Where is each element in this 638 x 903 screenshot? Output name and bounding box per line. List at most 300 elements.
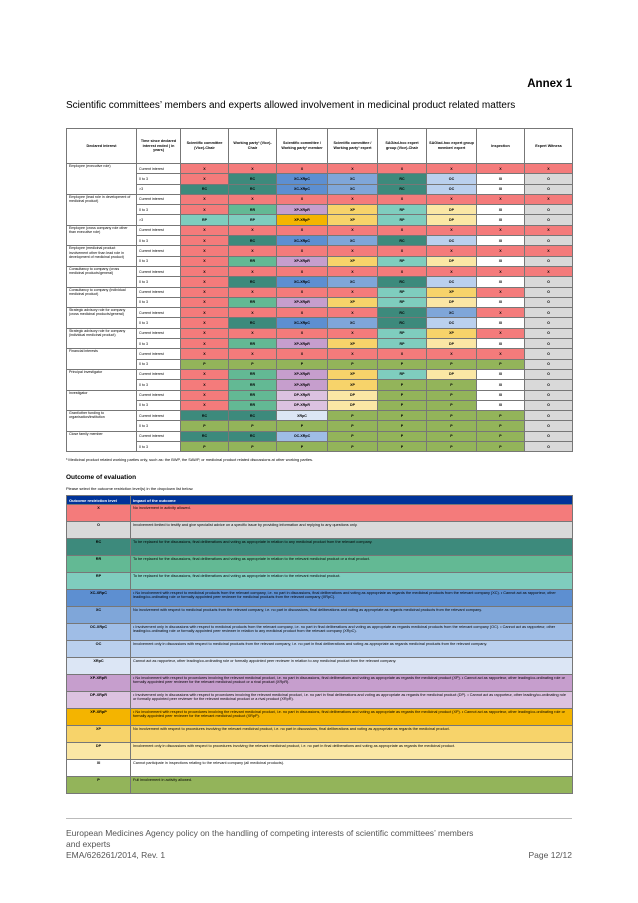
time-since-cell: Current interest bbox=[137, 266, 181, 276]
outcome-cell: XP-XRpR bbox=[277, 297, 328, 307]
outcome-cell: RR bbox=[229, 380, 277, 390]
outcome-cell: X bbox=[229, 308, 277, 318]
legend-description: To be replaced for the discussions, final deliberations and voting as appropriate in relation to the relevant medicinal product. bbox=[131, 573, 573, 590]
outcome-cell: RC bbox=[229, 174, 277, 184]
table-row bbox=[67, 328, 573, 338]
outcome-cell: XC-XRpC bbox=[277, 236, 328, 246]
outcome-cell: O bbox=[525, 318, 573, 328]
outcome-cell: X bbox=[181, 205, 229, 215]
outcome-cell: P bbox=[229, 421, 277, 431]
legend-code: XC bbox=[67, 607, 131, 624]
outcome-cell: XP bbox=[427, 328, 477, 338]
outcome-cell: XI bbox=[477, 400, 525, 410]
time-since-cell: 0 to 3 bbox=[137, 400, 181, 410]
outcome-cell: P bbox=[477, 411, 525, 421]
outcome-cell: X bbox=[477, 246, 525, 256]
outcome-cell: RR bbox=[229, 390, 277, 400]
outcome-cell: X bbox=[229, 225, 277, 235]
outcome-cell: DP-XRpR bbox=[277, 400, 328, 410]
outcome-cell: XC bbox=[328, 184, 378, 194]
outcome-cell: XC-XRpC bbox=[277, 174, 328, 184]
legend-header-row bbox=[67, 496, 573, 505]
outcome-cell: XC bbox=[328, 174, 378, 184]
outcome-cell: O bbox=[525, 349, 573, 359]
outcome-cell: X bbox=[277, 266, 328, 276]
outcome-cell: RP bbox=[378, 215, 427, 225]
time-since-cell: 0 to 3 bbox=[137, 256, 181, 266]
outcome-cell: X bbox=[277, 287, 328, 297]
column-header: Scientific committee (Vice)-Chair bbox=[181, 129, 229, 164]
outcome-cell: X bbox=[277, 349, 328, 359]
outcome-cell: RR bbox=[229, 339, 277, 349]
time-since-cell: 0 to 3 bbox=[137, 359, 181, 369]
column-header: Expert Witness bbox=[525, 129, 573, 164]
table-row bbox=[67, 277, 573, 287]
outcome-cell: P bbox=[328, 359, 378, 369]
legend-column-header: Impact of the outcome bbox=[131, 496, 573, 505]
outcome-cell: XC-XRpC bbox=[277, 277, 328, 287]
outcome-cell: X bbox=[328, 194, 378, 204]
legend-row bbox=[67, 624, 573, 641]
table-row bbox=[67, 266, 573, 276]
outcome-cell: X bbox=[229, 164, 277, 174]
outcome-cell: X bbox=[181, 256, 229, 266]
table-row bbox=[67, 369, 573, 379]
time-since-cell: 0 to 3 bbox=[137, 318, 181, 328]
table-row bbox=[67, 339, 573, 349]
outcome-cell: O bbox=[525, 256, 573, 266]
outcome-cell: X bbox=[277, 246, 328, 256]
legend-description: Full involvement in activity allowed. bbox=[131, 777, 573, 794]
table-row bbox=[67, 287, 573, 297]
outcome-cell: RC bbox=[229, 431, 277, 441]
outcome-cell: P bbox=[427, 400, 477, 410]
outcome-cell: X bbox=[229, 349, 277, 359]
interest-label: Close family member bbox=[67, 431, 137, 452]
outcome-cell: XI bbox=[477, 215, 525, 225]
outcome-cell: O bbox=[525, 400, 573, 410]
outcome-cell: P bbox=[427, 380, 477, 390]
outcome-cell: X bbox=[277, 308, 328, 318]
column-header: Scientific committee / Working party³ member bbox=[277, 129, 328, 164]
outcome-cell: O bbox=[525, 339, 573, 349]
outcome-cell: X bbox=[229, 266, 277, 276]
outcome-cell: X bbox=[181, 308, 229, 318]
outcome-cell: P bbox=[427, 359, 477, 369]
legend-row bbox=[67, 641, 573, 658]
outcome-cell: O bbox=[525, 297, 573, 307]
outcome-cell: XC bbox=[328, 318, 378, 328]
outcome-cell: X bbox=[181, 297, 229, 307]
outcome-cell: X bbox=[477, 164, 525, 174]
outcome-cell: RP bbox=[378, 287, 427, 297]
table-row bbox=[67, 225, 573, 235]
outcome-cell: X bbox=[328, 308, 378, 318]
outcome-cell: XP-XRpR bbox=[277, 339, 328, 349]
legend-row bbox=[67, 760, 573, 777]
time-since-cell: Current interest bbox=[137, 246, 181, 256]
table-row bbox=[67, 380, 573, 390]
table-row bbox=[67, 215, 573, 225]
outcome-cell: O bbox=[525, 277, 573, 287]
outcome-cell: X bbox=[328, 328, 378, 338]
legend-row bbox=[67, 726, 573, 743]
outcome-cell: X bbox=[477, 308, 525, 318]
outcome-cell: X bbox=[181, 390, 229, 400]
outcome-cell: X bbox=[181, 246, 229, 256]
legend-code: OC-XRpC bbox=[67, 624, 131, 641]
table-row bbox=[67, 390, 573, 400]
outcome-cell: P bbox=[477, 431, 525, 441]
outcome-cell: P bbox=[181, 442, 229, 452]
table-row bbox=[67, 246, 573, 256]
legend-code: OC bbox=[67, 641, 131, 658]
outcome-cell: OC bbox=[427, 236, 477, 246]
annex-heading: Annex 1 bbox=[527, 78, 572, 90]
outcome-cell: X bbox=[427, 164, 477, 174]
legend-description: No involvement in activity allowed. bbox=[131, 505, 573, 522]
outcome-cell: RP bbox=[378, 369, 427, 379]
outcome-cell: XP bbox=[427, 287, 477, 297]
time-since-cell: Current interest bbox=[137, 194, 181, 204]
legend-code: XP-XRpR bbox=[67, 675, 131, 692]
table-row bbox=[67, 318, 573, 328]
outcome-instruction: Please select the outcome restriction level(s) in the dropdown list below. bbox=[66, 486, 194, 491]
outcome-cell: X bbox=[477, 194, 525, 204]
legend-row bbox=[67, 573, 573, 590]
outcome-cell: X bbox=[181, 339, 229, 349]
outcome-cell: X bbox=[229, 194, 277, 204]
time-since-cell: >3 bbox=[137, 215, 181, 225]
outcome-cell: RC bbox=[181, 411, 229, 421]
outcome-cell: XC bbox=[427, 308, 477, 318]
interest-label: Investigator bbox=[67, 390, 137, 411]
legend-row bbox=[67, 505, 573, 522]
time-since-cell: Current interest bbox=[137, 411, 181, 421]
time-since-cell: Current interest bbox=[137, 328, 181, 338]
legend-description: Involvement only in discussions with respect to procedures involving the relevant medicinal product, i.e. no part in final deliberations and voting as appropriate as regards the medicinal product. bbox=[131, 743, 573, 760]
time-since-cell: 0 to 3 bbox=[137, 174, 181, 184]
outcome-cell: X bbox=[277, 225, 328, 235]
outcome-cell: OC bbox=[427, 184, 477, 194]
footnote: ³ Medicinal product related working parties only, such as: the BWP, the SAWP, or medicinal product related discussions at other working parties. bbox=[66, 457, 314, 462]
outcome-cell: O bbox=[525, 215, 573, 225]
outcome-cell: O bbox=[525, 380, 573, 390]
outcome-cell: RP bbox=[378, 339, 427, 349]
outcome-cell: P bbox=[378, 421, 427, 431]
outcome-cell: X bbox=[378, 164, 427, 174]
outcome-cell: RR bbox=[229, 256, 277, 266]
outcome-cell: X bbox=[181, 277, 229, 287]
outcome-cell: O bbox=[525, 328, 573, 338]
outcome-cell: X bbox=[427, 349, 477, 359]
outcome-cell: X bbox=[525, 225, 573, 235]
outcome-cell: XI bbox=[477, 369, 525, 379]
time-since-cell: Current interest bbox=[137, 287, 181, 297]
outcome-cell: XP-XRpR bbox=[277, 256, 328, 266]
outcome-cell: RR bbox=[229, 297, 277, 307]
table-row bbox=[67, 205, 573, 215]
table-row bbox=[67, 411, 573, 421]
outcome-cell: XI bbox=[477, 390, 525, 400]
outcome-cell: DP bbox=[427, 215, 477, 225]
outcome-cell: X bbox=[378, 225, 427, 235]
outcome-cell: X bbox=[181, 266, 229, 276]
outcome-cell: RR bbox=[229, 400, 277, 410]
outcome-cell: XP-XRpR bbox=[277, 369, 328, 379]
outcome-cell: XC bbox=[328, 236, 378, 246]
footer-divider bbox=[66, 818, 572, 819]
legend-code: RC bbox=[67, 539, 131, 556]
outcome-cell: X bbox=[427, 246, 477, 256]
time-since-cell: Current interest bbox=[137, 225, 181, 235]
outcome-cell: O bbox=[525, 442, 573, 452]
outcome-cell: DP bbox=[427, 369, 477, 379]
outcome-cell: RC bbox=[229, 411, 277, 421]
outcome-legend-table bbox=[66, 495, 573, 794]
outcome-cell: XI bbox=[477, 277, 525, 287]
outcome-cell: X bbox=[328, 266, 378, 276]
interest-label: Principal investigator bbox=[67, 369, 137, 390]
outcome-cell: RC bbox=[181, 431, 229, 441]
outcome-cell: X bbox=[181, 164, 229, 174]
interest-label: Consultancy to company (individual medicinal product) bbox=[67, 287, 137, 308]
legend-row bbox=[67, 709, 573, 726]
time-since-cell: 0 to 3 bbox=[137, 339, 181, 349]
outcome-cell: OC-XRpC bbox=[277, 431, 328, 441]
outcome-cell: XP bbox=[328, 369, 378, 379]
outcome-cell: O bbox=[525, 184, 573, 194]
outcome-cell: X bbox=[328, 164, 378, 174]
outcome-cell: P bbox=[427, 390, 477, 400]
outcome-cell: RP bbox=[378, 297, 427, 307]
outcome-cell: RC bbox=[229, 318, 277, 328]
outcome-cell: O bbox=[525, 390, 573, 400]
legend-description: No involvement with respect to procedures involving the relevant medicinal product, i.e. no part in discussions, final deliberations and voting as appropriate as regards the medicinal product. bbox=[131, 726, 573, 743]
legend-code: O bbox=[67, 522, 131, 539]
outcome-cell: DP bbox=[427, 205, 477, 215]
legend-code: DP bbox=[67, 743, 131, 760]
interest-label: Employee (medicinal product involvement other than lead role in development of medicinal product) bbox=[67, 246, 137, 267]
legend-row bbox=[67, 675, 573, 692]
legend-row bbox=[67, 658, 573, 675]
legend-description: No involvement with respect to medicinal products from the relevant company, i.e. no part in discussions, final deliberations and voting as appropriate as regards medicinal products from the relevant company. bbox=[131, 607, 573, 624]
outcome-cell: X bbox=[525, 194, 573, 204]
outcome-cell: O bbox=[525, 421, 573, 431]
outcome-cell: X bbox=[181, 174, 229, 184]
outcome-cell: RC bbox=[378, 308, 427, 318]
outcome-cell: X bbox=[229, 328, 277, 338]
time-since-cell: 0 to 3 bbox=[137, 236, 181, 246]
outcome-cell: OC bbox=[427, 277, 477, 287]
outcome-cell: XC bbox=[328, 277, 378, 287]
outcome-cell: P bbox=[229, 442, 277, 452]
outcome-cell: RR bbox=[229, 369, 277, 379]
legend-description: To be replaced for the discussions, final deliberations and voting as appropriate in relation to the relevant medicinal product or a rival product. bbox=[131, 556, 573, 573]
outcome-cell: XI bbox=[477, 184, 525, 194]
outcome-cell: X bbox=[277, 164, 328, 174]
outcome-cell: OC bbox=[427, 318, 477, 328]
outcome-cell: P bbox=[378, 359, 427, 369]
outcome-cell: P bbox=[427, 421, 477, 431]
outcome-cell: P bbox=[378, 431, 427, 441]
time-since-cell: Current interest bbox=[137, 390, 181, 400]
legend-description: Involvement only in discussions with respect to medicinal products from the relevant company, i.e. no part in final deliberations and voting as appropriate as regards medicinal products from the relevant company. bbox=[131, 641, 573, 658]
outcome-cell: DP bbox=[328, 400, 378, 410]
outcome-cell: P bbox=[277, 359, 328, 369]
legend-description: Cannot participate in inspections relating to the relevant company (all medicinal products). bbox=[131, 760, 573, 777]
outcome-cell: X bbox=[427, 194, 477, 204]
legend-code: DP-XRpR bbox=[67, 692, 131, 709]
time-since-cell: 0 to 3 bbox=[137, 277, 181, 287]
time-since-cell: 0 to 3 bbox=[137, 421, 181, 431]
outcome-cell: XP-XRpP bbox=[277, 215, 328, 225]
outcome-cell: O bbox=[525, 287, 573, 297]
table-row bbox=[67, 256, 573, 266]
outcome-cell: XC-XRpC bbox=[277, 318, 328, 328]
outcome-cell: P bbox=[378, 411, 427, 421]
outcome-cell: XI bbox=[477, 236, 525, 246]
legend-code: RP bbox=[67, 573, 131, 590]
outcome-cell: XP bbox=[328, 297, 378, 307]
column-header: Declared interest bbox=[67, 129, 137, 164]
outcome-cell: X bbox=[525, 266, 573, 276]
outcome-cell: OC bbox=[427, 174, 477, 184]
time-since-cell: Current interest bbox=[137, 349, 181, 359]
outcome-cell: RP bbox=[378, 256, 427, 266]
table-row bbox=[67, 442, 573, 452]
column-header: Working party³ (Vice)-Chair bbox=[229, 129, 277, 164]
outcome-cell: RP bbox=[378, 328, 427, 338]
outcome-cell: X bbox=[477, 349, 525, 359]
outcome-cell: RR bbox=[229, 205, 277, 215]
table-row bbox=[67, 297, 573, 307]
outcome-cell: XP bbox=[328, 215, 378, 225]
outcome-cell: X bbox=[181, 287, 229, 297]
table-row bbox=[67, 349, 573, 359]
outcome-cell: RP bbox=[378, 205, 427, 215]
interest-label: Strategic advisory role for company (individual medicinal product) bbox=[67, 328, 137, 349]
outcome-cell: RC bbox=[378, 184, 427, 194]
table-header-row bbox=[67, 129, 573, 164]
interest-label: Grant/other funding to organisation/institution bbox=[67, 411, 137, 432]
outcome-cell: X bbox=[427, 266, 477, 276]
legend-description: • No involvement with respect to procedures involving the relevant medicinal product, i.e. no part in discussions, final deliberations and voting as appropriate as regards the medicinal product (XP). • Cannot act as rapporteur, other leading/co-ordinating role or formally appointed peer reviewer for the relevant medicinal product (XRpP). bbox=[131, 709, 573, 726]
legend-row bbox=[67, 607, 573, 624]
outcome-cell: X bbox=[427, 225, 477, 235]
outcome-cell: X bbox=[181, 225, 229, 235]
outcome-cell: XI bbox=[477, 205, 525, 215]
time-since-cell: 0 to 3 bbox=[137, 205, 181, 215]
legend-code: X bbox=[67, 505, 131, 522]
outcome-cell: O bbox=[525, 411, 573, 421]
table-row bbox=[67, 421, 573, 431]
outcome-cell: P bbox=[328, 411, 378, 421]
outcome-cell: XP bbox=[328, 380, 378, 390]
outcome-cell: X bbox=[378, 349, 427, 359]
outcome-cell: X bbox=[181, 194, 229, 204]
outcome-cell: X bbox=[328, 225, 378, 235]
time-since-cell: 0 to 3 bbox=[137, 442, 181, 452]
outcome-cell: O bbox=[525, 236, 573, 246]
table-row bbox=[67, 194, 573, 204]
time-since-cell: 0 to 3 bbox=[137, 297, 181, 307]
outcome-cell: RC bbox=[229, 184, 277, 194]
page-title: Scientific committees’ members and experts allowed involvement in medicinal product related matters bbox=[66, 100, 516, 111]
table-row bbox=[67, 359, 573, 369]
outcome-cell: O bbox=[525, 205, 573, 215]
outcome-cell: P bbox=[328, 442, 378, 452]
outcome-cell: XP bbox=[328, 256, 378, 266]
footer-reference: EMA/626261/2014, Rev. 1 bbox=[66, 850, 166, 860]
outcome-cell: P bbox=[229, 359, 277, 369]
legend-code: P bbox=[67, 777, 131, 794]
outcome-cell: P bbox=[181, 359, 229, 369]
outcome-cell: X bbox=[277, 328, 328, 338]
legend-row bbox=[67, 692, 573, 709]
legend-description: Involvement limited to testify and give specialist advice on a specific issue by providing information and replying to any questions only. bbox=[131, 522, 573, 539]
interest-label: Financial interests bbox=[67, 349, 137, 370]
legend-code: XP-XRpP bbox=[67, 709, 131, 726]
outcome-cell: P bbox=[477, 421, 525, 431]
legend-code: XI bbox=[67, 760, 131, 777]
outcome-cell: O bbox=[525, 359, 573, 369]
legend-description: To be replaced for the discussions, final deliberations and voting as appropriate in relation to any medicinal product from the relevant company. bbox=[131, 539, 573, 556]
outcome-cell: O bbox=[525, 174, 573, 184]
outcome-cell: X bbox=[181, 318, 229, 328]
outcome-cell: RC bbox=[378, 277, 427, 287]
outcome-cell: P bbox=[427, 442, 477, 452]
legend-row bbox=[67, 556, 573, 573]
outcome-cell: XI bbox=[477, 174, 525, 184]
outcome-cell: X bbox=[378, 194, 427, 204]
outcome-cell: X bbox=[378, 266, 427, 276]
legend-description: • Involvement only in discussions with respect to medicinal products from the relevant company, i.e. no part in final deliberations and voting as appropriate as regards medicinal products from the relevant company (OC). • Cannot act as rapporteur, other leading/co-ordinating role or formally appointed peer reviewer in relation to any medicinal product from the relevant company (XRpC). bbox=[131, 624, 573, 641]
time-since-cell: Current interest bbox=[137, 308, 181, 318]
outcome-cell: P bbox=[427, 411, 477, 421]
outcome-cell: X bbox=[229, 287, 277, 297]
outcome-cell: RC bbox=[229, 236, 277, 246]
outcome-cell: DP-XRpR bbox=[277, 390, 328, 400]
outcome-cell: X bbox=[181, 380, 229, 390]
involvement-matrix-table bbox=[66, 128, 573, 452]
column-header: SAG/ad-hoc expert group member/ expert bbox=[427, 129, 477, 164]
outcome-cell: P bbox=[277, 421, 328, 431]
outcome-cell: X bbox=[477, 287, 525, 297]
legend-code: RR bbox=[67, 556, 131, 573]
outcome-cell: DP bbox=[328, 390, 378, 400]
footer-document-title: European Medicines Agency policy on the handling of competing interests of scientific committees’ members and experts bbox=[66, 828, 474, 849]
interest-label: Consultancy to company (cross medicinal products/general) bbox=[67, 266, 137, 287]
outcome-cell: XP bbox=[328, 339, 378, 349]
outcome-cell: XP bbox=[328, 205, 378, 215]
outcome-cell: P bbox=[477, 359, 525, 369]
column-header: SAG/ad-hoc expert group (Vice)-Chair bbox=[378, 129, 427, 164]
outcome-cell: XRpC bbox=[277, 411, 328, 421]
outcome-cell: X bbox=[181, 328, 229, 338]
table-row bbox=[67, 431, 573, 441]
outcome-cell: X bbox=[277, 194, 328, 204]
legend-code: XC-XRpC bbox=[67, 590, 131, 607]
table-row bbox=[67, 236, 573, 246]
column-header: Scientific committee / Working party³ expert bbox=[328, 129, 378, 164]
outcome-cell: X bbox=[181, 236, 229, 246]
outcome-cell: RC bbox=[378, 174, 427, 184]
table-row bbox=[67, 308, 573, 318]
time-since-cell: >3 bbox=[137, 184, 181, 194]
outcome-cell: RC bbox=[378, 318, 427, 328]
outcome-cell: X bbox=[328, 287, 378, 297]
